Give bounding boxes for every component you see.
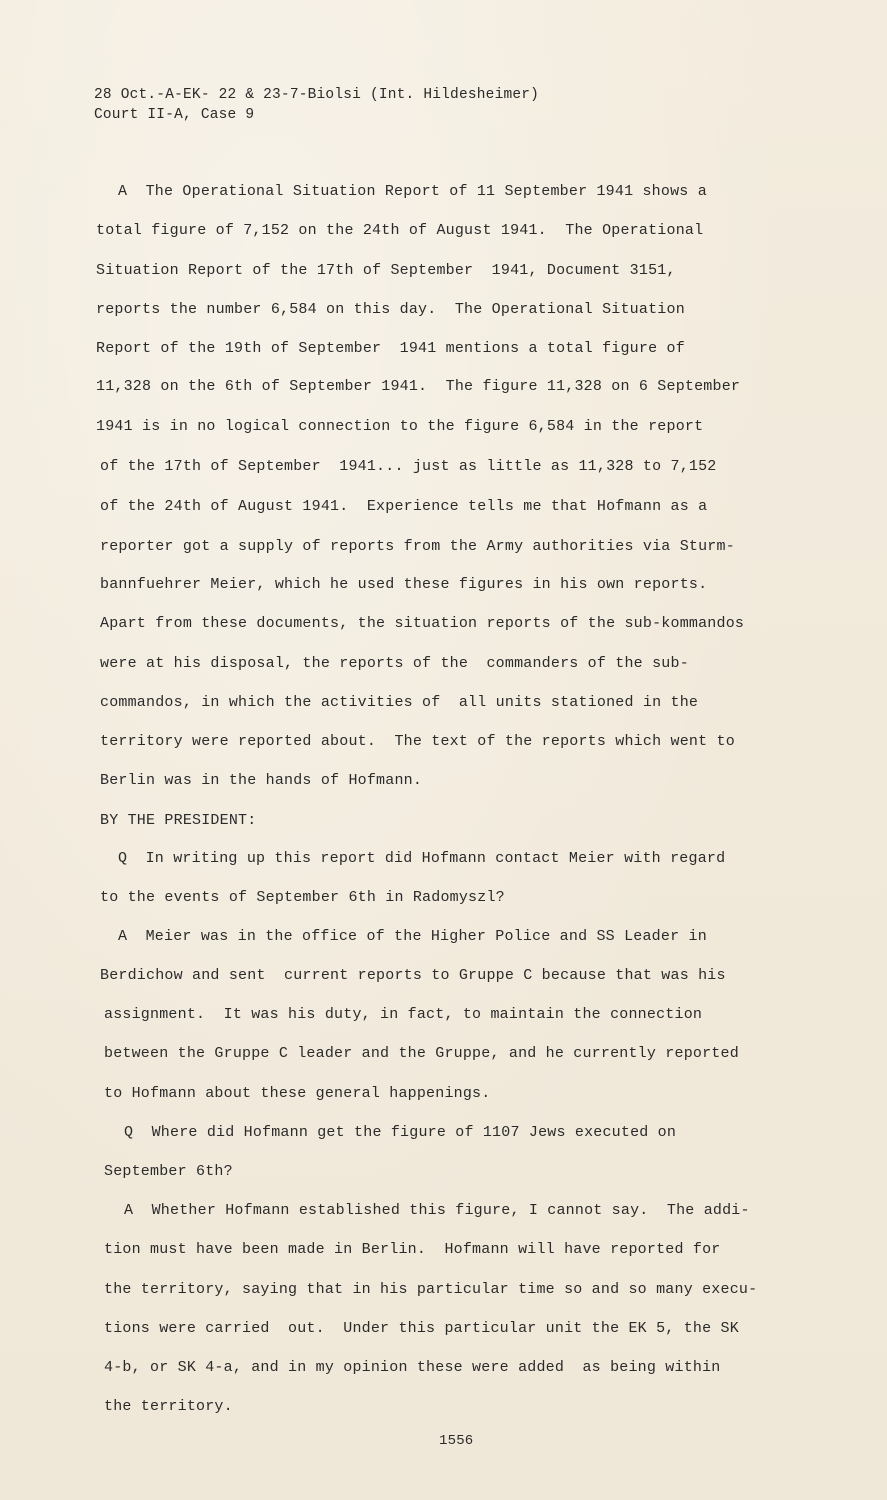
body-line: commandos, in which the activities of all units stationed in the xyxy=(100,694,699,711)
body-line: assignment. It was his duty, in fact, to maintain the connection xyxy=(104,1006,703,1023)
body-line: territory were reported about. The text of the reports which went to xyxy=(100,733,735,750)
body-line: were at his disposal, the reports of the commanders of the sub- xyxy=(100,655,689,672)
body-line: Berdichow and sent current reports to Gruppe C because that was his xyxy=(100,967,726,984)
body-line: Report of the 19th of September 1941 mentions a total figure of xyxy=(96,340,685,357)
body-line: reporter got a supply of reports from the Army authorities via Sturm- xyxy=(100,538,735,555)
body-line: A The Operational Situation Report of 11 September 1941 shows a xyxy=(118,183,707,200)
body-line: to the events of September 6th in Radomyszl? xyxy=(100,889,505,906)
body-line: Apart from these documents, the situation reports of the sub-kommandos xyxy=(100,615,745,632)
page-number: 1556 xyxy=(439,1433,474,1449)
body-line: Berlin was in the hands of Hofmann. xyxy=(100,772,423,789)
body-line: 1941 is in no logical connection to the figure 6,584 in the report xyxy=(96,418,704,435)
header-line-1: 28 Oct.-A-EK- 22 & 23-7-Biolsi (Int. Hildesheimer) xyxy=(94,87,540,103)
body-line: Situation Report of the 17th of September 1941, Document 3151, xyxy=(96,262,676,279)
body-line: tion must have been made in Berlin. Hofmann will have reported for xyxy=(104,1241,721,1258)
body-line: reports the number 6,584 on this day. The Operational Situation xyxy=(96,301,685,318)
body-line: September 6th? xyxy=(104,1163,233,1180)
body-line: 11,328 on the 6th of September 1941. The figure 11,328 on 6 September xyxy=(96,378,741,395)
body-line: tions were carried out. Under this particular unit the EK 5, the SK xyxy=(104,1320,739,1337)
body-line: A Whether Hofmann established this figure, I cannot say. The addi- xyxy=(124,1202,750,1219)
body-line: of the 17th of September 1941... just as little as 11,328 to 7,152 xyxy=(100,458,717,475)
body-line: to Hofmann about these general happenings. xyxy=(104,1085,491,1102)
body-line: Q Where did Hofmann get the figure of 1107 Jews executed on xyxy=(124,1124,677,1141)
body-line: bannfuehrer Meier, which he used these figures in his own reports. xyxy=(100,576,708,593)
body-line: of the 24th of August 1941. Experience tells me that Hofmann as a xyxy=(100,498,708,515)
body-line: 4-b, or SK 4-a, and in my opinion these were added as being within xyxy=(104,1359,721,1376)
body-line: the territory, saying that in his particular time so and so many execu- xyxy=(104,1281,758,1298)
body-line: Q In writing up this report did Hofmann contact Meier with regard xyxy=(118,850,726,867)
body-line: total figure of 7,152 on the 24th of August 1941. The Operational xyxy=(96,222,704,239)
body-line: the territory. xyxy=(104,1398,233,1415)
header-line-2: Court II-A, Case 9 xyxy=(94,107,255,123)
body-line: A Meier was in the office of the Higher Police and SS Leader in xyxy=(118,928,707,945)
section-heading: BY THE PRESIDENT: xyxy=(100,812,257,829)
body-line: between the Gruppe C leader and the Gruppe, and he currently reported xyxy=(104,1045,739,1062)
